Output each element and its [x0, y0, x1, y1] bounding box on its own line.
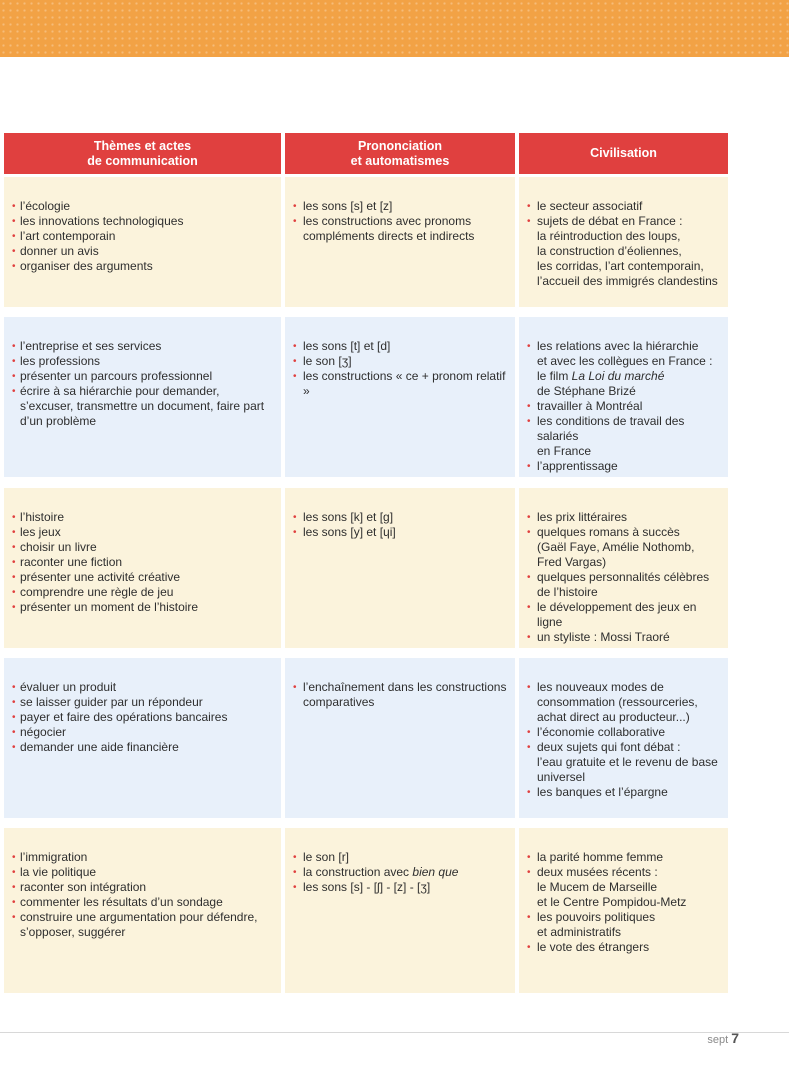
list-item-line: et avec les collègues en France :: [537, 354, 713, 368]
table-row: [4, 658, 728, 818]
list-item-line: les corridas, l’art contemporain,: [537, 259, 704, 273]
list-item-line: • le vote des étrangers: [537, 940, 650, 954]
list-item-line: • les prix littéraires: [537, 510, 628, 524]
cell-civilisation: [519, 658, 728, 818]
page-number-word: sept: [707, 1034, 729, 1046]
list-item-line: la réintroduction des loups,: [537, 229, 681, 243]
list-item: • les professions: [12, 354, 275, 369]
list-item: • écrire à sa hiérarchie pour demander, s’excuser, transmettre un document, faire part d’un problème: [12, 384, 275, 429]
header-prononciation: [285, 133, 515, 174]
header-prononciation-line-2: et automatismes: [350, 153, 450, 168]
list-item: • comprendre une règle de jeu: [12, 585, 275, 600]
list-item-line: achat direct au producteur...): [537, 710, 690, 724]
list-item: [527, 740, 722, 785]
list-item: [527, 525, 722, 570]
list-item: [527, 865, 722, 910]
list-item: [293, 525, 509, 540]
cell-themes: [4, 488, 281, 648]
cell-prononciation: [285, 488, 515, 648]
cell-prononciation: [285, 177, 515, 307]
header-themes: [4, 133, 281, 174]
cell-civilisation: [519, 177, 728, 307]
header-civilisation: [519, 133, 728, 174]
list-item-line: • les sons [t] et [d]: [303, 339, 391, 353]
list-item: • négocier: [12, 725, 275, 740]
table-header-row: [4, 133, 728, 174]
list-item: [527, 725, 722, 740]
list-item: [293, 214, 509, 244]
cell-prononciation: [285, 828, 515, 993]
list-item-line: • les relations avec la hiérarchie: [537, 339, 699, 353]
list-item-line: universel: [537, 770, 586, 784]
list-item: [527, 910, 722, 940]
list-item-line: • quelques romans à succès: [537, 525, 680, 539]
cell-themes: [4, 828, 281, 993]
list-item: [293, 369, 509, 399]
list-item-line: • le développement des jeux en ligne: [537, 600, 697, 629]
list-item: • raconter une fiction: [12, 555, 275, 570]
list-item-line: • les conditions de travail des salariés: [537, 414, 685, 443]
cell-prononciation: [285, 317, 515, 477]
list-item-line: (Gaël Faye, Amélie Nothomb,: [537, 540, 695, 554]
list-item-line: • sujets de débat en France :: [537, 214, 683, 228]
list-item-line: • les sons [y] et [ɥi]: [303, 525, 396, 539]
list-item-line: • un styliste : Mossi Traoré: [537, 630, 670, 644]
list-item: • évaluer un produit: [12, 680, 275, 695]
list-item-line: • les constructions « ce + pronom relatif »: [303, 369, 506, 398]
list-item: • l’entreprise et ses services: [12, 339, 275, 354]
footer-divider: [0, 1032, 789, 1033]
italic-title: La Loi du marché: [571, 369, 665, 383]
list-item-line: • deux musées récents :: [537, 865, 658, 879]
list-item: [527, 785, 722, 800]
list-item-line: • le son [ʒ]: [303, 354, 352, 368]
list-item: • présenter une activité créative: [12, 570, 275, 585]
cell-civilisation: [519, 828, 728, 993]
list-item: [527, 600, 722, 630]
list-item-line: le film La Loi du marché: [537, 369, 665, 383]
list-item-line: • l’apprentissage: [537, 459, 618, 473]
list-item: • la vie politique: [12, 865, 275, 880]
list-item: [527, 510, 722, 525]
cell-civilisation: [519, 317, 728, 477]
list-item: [293, 339, 509, 354]
list-item: [293, 865, 509, 880]
table-row: [4, 828, 728, 993]
list-item-line: • les pouvoirs politiques: [537, 910, 656, 924]
list-item: [527, 630, 722, 645]
list-item-line: l’accueil des immigrés clandestins: [537, 274, 718, 288]
italic-title: bien que: [412, 865, 459, 879]
page-number-digit: 7: [731, 1030, 739, 1046]
list-item-line: consommation (ressourceries,: [537, 695, 698, 709]
list-item: [527, 339, 722, 399]
list-item-line: • l’enchaînement dans les constructions: [303, 680, 507, 694]
list-item: [293, 354, 509, 369]
list-item: [527, 850, 722, 865]
list-item-line: • les sons [k] et [g]: [303, 510, 394, 524]
list-item: [527, 199, 722, 214]
header-themes-line-2: de communication: [87, 153, 198, 168]
cell-themes: [4, 317, 281, 477]
table-row: [4, 177, 728, 307]
list-item: • payer et faire des opérations bancaires: [12, 710, 275, 725]
header-civilisation-line-1: Civilisation: [590, 146, 657, 160]
list-item: [527, 214, 722, 289]
list-item: • raconter son intégration: [12, 880, 275, 895]
list-item: • présenter un moment de l’histoire: [12, 600, 275, 615]
list-item: • commenter les résultats d’un sondage: [12, 895, 275, 910]
table-row: [4, 317, 728, 477]
cell-themes: [4, 177, 281, 307]
list-item-line: et administratifs: [537, 925, 622, 939]
list-item-line: comparatives: [303, 695, 375, 709]
list-item: • présenter un parcours professionnel: [12, 369, 275, 384]
list-item: • demander une aide financière: [12, 740, 275, 755]
cell-civilisation: [519, 488, 728, 648]
list-item-line: la construction d’éoliennes,: [537, 244, 682, 258]
list-item: [527, 459, 722, 474]
list-item-line: • les constructions avec pronoms: [303, 214, 472, 228]
list-item-line: • les nouveaux modes de: [537, 680, 664, 694]
list-item: • les innovations technologiques: [12, 214, 275, 229]
list-item: [293, 850, 509, 865]
header-themes-line-1: Thèmes et actes: [93, 138, 192, 153]
list-item: • construire une argumentation pour défendre, s’opposer, suggérer: [12, 910, 275, 940]
list-item: [293, 880, 509, 895]
list-item: • les jeux: [12, 525, 275, 540]
list-item: • organiser des arguments: [12, 259, 275, 274]
list-item-line: compléments directs et indirects: [303, 229, 475, 243]
list-item-line: • travailler à Montréal: [537, 399, 643, 413]
list-item-line: Fred Vargas): [537, 555, 607, 569]
cell-themes: [4, 658, 281, 818]
list-item: • l’histoire: [12, 510, 275, 525]
page-number: [707, 1030, 739, 1046]
list-item: • l’immigration: [12, 850, 275, 865]
table-row: [4, 488, 728, 648]
list-item-line: • quelques personnalités célèbres: [537, 570, 710, 584]
list-item-line: • les sons [s] - [ʃ] - [z] - [ʒ]: [303, 880, 431, 894]
list-item-line: en France: [537, 444, 592, 458]
list-item-line: • les sons [s] et [z]: [303, 199, 393, 213]
list-item-line: et le Centre Pompidou-Metz: [537, 895, 687, 909]
list-item: [527, 940, 722, 955]
list-item-line: de l’histoire: [537, 585, 598, 599]
list-item-line: • le secteur associatif: [537, 199, 643, 213]
list-item: • donner un avis: [12, 244, 275, 259]
list-item-line: • l’économie collaborative: [537, 725, 666, 739]
list-item-line: l’eau gratuite et le revenu de base: [537, 755, 718, 769]
list-item-line: • la parité homme femme: [537, 850, 664, 864]
list-item: [527, 570, 722, 600]
list-item-line: • deux sujets qui font débat :: [537, 740, 681, 754]
list-item: [527, 414, 722, 459]
list-item-line: le Mucem de Marseille: [537, 880, 658, 894]
cell-prononciation: [285, 658, 515, 818]
list-item: • l’écologie: [12, 199, 275, 214]
list-item-line: • les banques et l’épargne: [537, 785, 668, 799]
list-item: [527, 399, 722, 414]
list-item: [527, 680, 722, 725]
list-item: [293, 199, 509, 214]
list-item: • l’art contemporain: [12, 229, 275, 244]
header-prononciation-line-1: Prononciation: [357, 138, 443, 153]
list-item-line: • le son [r]: [303, 850, 350, 864]
list-item: [293, 510, 509, 525]
list-item-line: de Stéphane Brizé: [537, 384, 636, 398]
list-item: • se laisser guider par un répondeur: [12, 695, 275, 710]
list-item: [293, 680, 509, 710]
list-item-line: • la construction avec bien que: [303, 865, 459, 879]
top-decorative-band: [0, 0, 789, 57]
list-item: • choisir un livre: [12, 540, 275, 555]
